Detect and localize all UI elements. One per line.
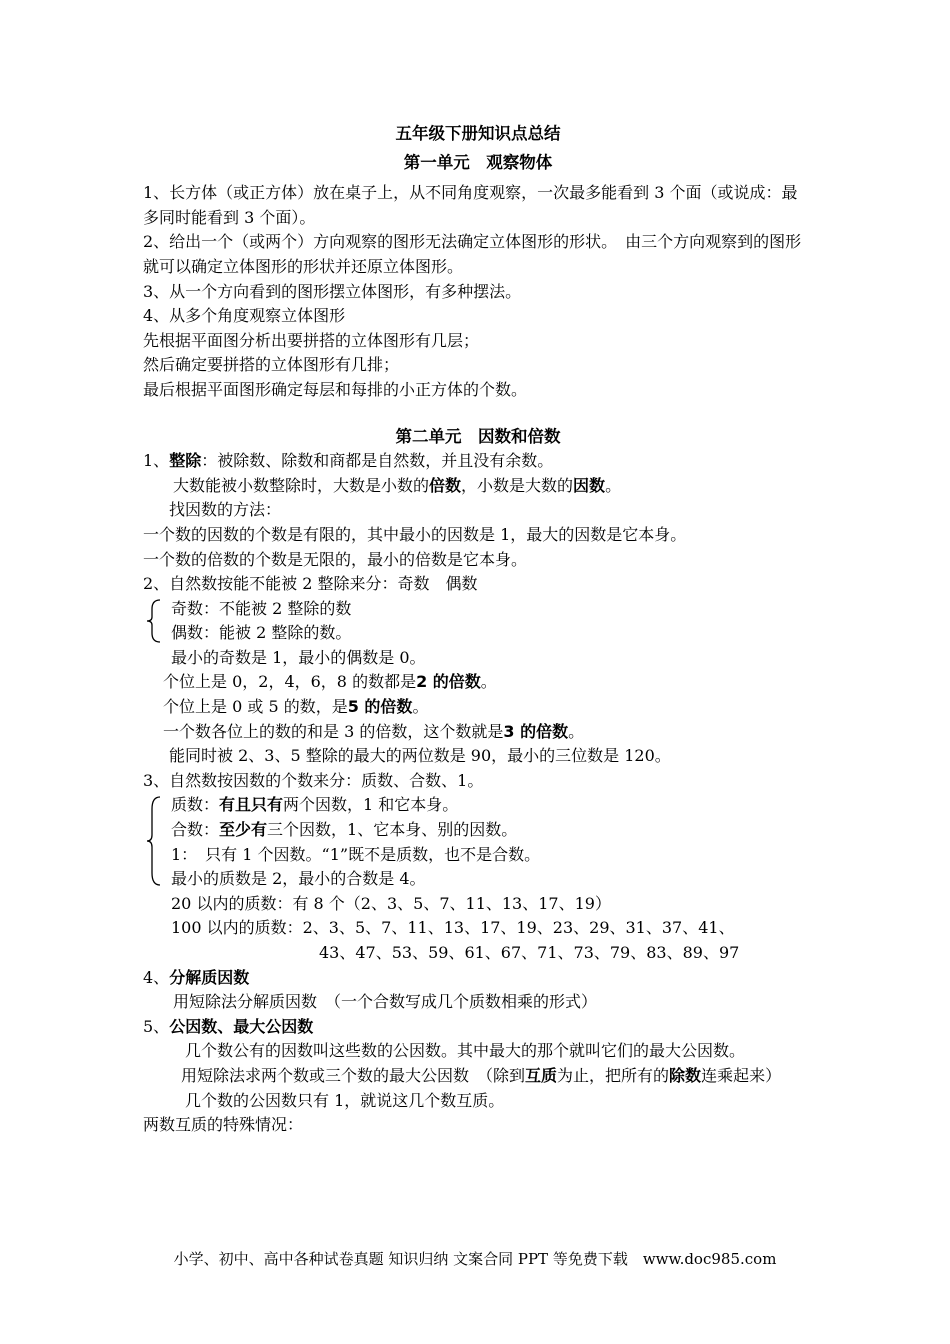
odd-even-group (143, 597, 813, 646)
odd-definition: 奇数：不能被 2 整除的数 (171, 598, 352, 618)
unit2-title: 第二单元 因数和倍数 (395, 426, 561, 446)
term-coprime: 互质 (525, 1065, 558, 1085)
factor-count-rule: 一个数的因数的个数是有限的，其中最小的因数是 1，最大的因数是它本身。 (143, 524, 687, 544)
min-odd-even: 最小的奇数是 1，最小的偶数是 0。 (171, 647, 426, 667)
text-segment: 三个因数，1、它本身、别的因数。 (267, 820, 518, 840)
term-divisor: 除数 (669, 1065, 702, 1085)
text-segment: 个位上是 0，2，4，6，8 的数都是 (163, 672, 417, 692)
prime-definition (171, 793, 813, 818)
odd-even-heading: 2、自然数按能不能被 2 整除来分：奇数 偶数 (143, 574, 478, 594)
term-common-factor: 公因数、最大公因数 (169, 1016, 314, 1036)
term-prime-factorization: 分解质因数 (169, 967, 250, 987)
primes-under-100-line1: 100 以内的质数：2、3、5、7、11、13、17、19、23、29、31、37、41、 (171, 918, 735, 938)
text-segment: 。 (605, 475, 622, 495)
unit2-section (143, 449, 813, 1138)
text-segment: 大数能被小数整除时，大数是小数的 (173, 475, 430, 495)
unit1-point-2: 2、给出一个（或两个）方向观察的图形无法确定立体图形的形状。 由三个方向观察到的图形就可以确定立体图形的形状并还原立体图形。 (143, 232, 802, 276)
text-segment: 个位上是 0 或 5 的数，是 (163, 697, 348, 717)
text-segment: 质数： (171, 795, 220, 815)
left-brace-icon (145, 793, 163, 889)
multiple-count-rule: 一个数的倍数的个数是无限的，最小的倍数是它本身。 (143, 549, 528, 569)
short-division-method: 用短除法分解质因数 （一个合数写成几个质数相乘的形式） (173, 992, 598, 1012)
text-segment: 。 (568, 721, 585, 741)
term-factor: 因数 (573, 475, 606, 495)
multiple-of-5-rule (143, 695, 813, 720)
left-brace-icon (145, 597, 163, 645)
coprime-special-cases: 两数互质的特殊情况： (143, 1115, 304, 1135)
text-segment: 。 (480, 672, 497, 692)
unit1-point-4: 4、从多个角度观察立体图形 (143, 306, 346, 326)
unit1-step-3: 最后根据平面图形确定每层和每排的小正方体的个数。 (143, 379, 528, 399)
text-segment: 用短除法求两个数或三个数的最大公因数 （除到 (181, 1065, 526, 1085)
find-factor-method: 找因数的方法： (169, 500, 282, 520)
document-body (143, 122, 813, 1138)
unit1-step-2: 然后确定要拼搭的立体图形有几排； (143, 355, 400, 375)
term-multiple-of-2: 2 的倍数 (416, 672, 481, 692)
unit1-section (143, 181, 813, 402)
document-title: 五年级下册知识点总结 (395, 124, 561, 143)
primes-under-20: 20 以内的质数：有 8 个（2、3、5、7、11、13、17、19） (171, 893, 611, 913)
prime-factorization-heading (143, 966, 813, 991)
text-segment: 一个数各位上的数的和是 3 的倍数，这个数就是 (163, 721, 504, 741)
multiple-of-2-rule (143, 670, 813, 695)
divisible-by-235: 能同时被 2、3、5 整除的最大的两位数是 90，最小的三位数是 120。 (169, 746, 671, 766)
page-footer: 小学、初中、高中各种试卷真题 知识归纳 文案合同 PPT 等免费下载 www.doc985.com (173, 1250, 777, 1268)
term-multiple: 倍数 (429, 475, 462, 495)
term-multiple-of-5: 5 的倍数 (347, 697, 413, 717)
term-divisibility: 整除 (169, 451, 202, 471)
one-definition: 1： 只有 1 个因数。“1”既不是质数，也不是合数。 (171, 844, 541, 864)
composite-definition (171, 818, 813, 843)
text-segment: 为止，把所有的 (557, 1065, 670, 1085)
text-segment: 合数： (171, 820, 220, 840)
even-definition: 偶数：能被 2 整除的数。 (171, 623, 352, 643)
term-exactly: 有且只有 (219, 795, 284, 815)
prime-composite-heading: 3、自然数按因数的个数来分：质数、合数、1。 (143, 770, 484, 790)
min-prime-composite: 最小的质数是 2，最小的合数是 4。 (171, 869, 426, 889)
prime-composite-group (143, 793, 813, 891)
text-segment: 。 (412, 697, 429, 717)
divisibility-definition: ：被除数、除数和商都是自然数，并且没有余数。 (201, 451, 554, 471)
divisibility-heading (143, 449, 813, 474)
term-at-least: 至少有 (219, 820, 268, 840)
common-factor-definition: 几个数公有的因数叫这些数的公因数。其中最大的那个就叫它们的最大公因数。 (185, 1041, 746, 1061)
coprime-definition: 几个数的公因数只有 1，就说这几个数互质。 (185, 1090, 505, 1110)
item-number: 5、 (143, 1016, 170, 1036)
term-multiple-of-3: 3 的倍数 (503, 721, 569, 741)
multiple-of-3-rule (143, 720, 813, 745)
gcd-heading (143, 1015, 813, 1040)
text-segment: 两个因数，1 和它本身。 (283, 795, 459, 815)
unit1-title: 第一单元 观察物体 (403, 152, 553, 172)
text-segment: 连乘起来） (701, 1065, 782, 1085)
text-segment: ，小数是大数的 (461, 475, 574, 495)
item-number: 1、 (143, 451, 170, 471)
unit1-step-1: 先根据平面图分析出要拼搭的立体图形有几层； (143, 330, 480, 350)
primes-under-100-line2: 43、47、53、59、61、67、71、73、79、83、89、97 (319, 943, 740, 962)
unit1-point-1: 1、长方体（或正方体）放在桌子上，从不同角度观察，一次最多能看到 3 个面（或说成：最多同时能看到 3 个面）。 (143, 183, 798, 227)
item-number: 4、 (143, 967, 170, 987)
multiple-factor-line (143, 474, 813, 499)
gcd-method (143, 1064, 813, 1089)
unit1-point-3: 3、从一个方向看到的图形摆立体图形，有多种摆法。 (143, 281, 522, 301)
